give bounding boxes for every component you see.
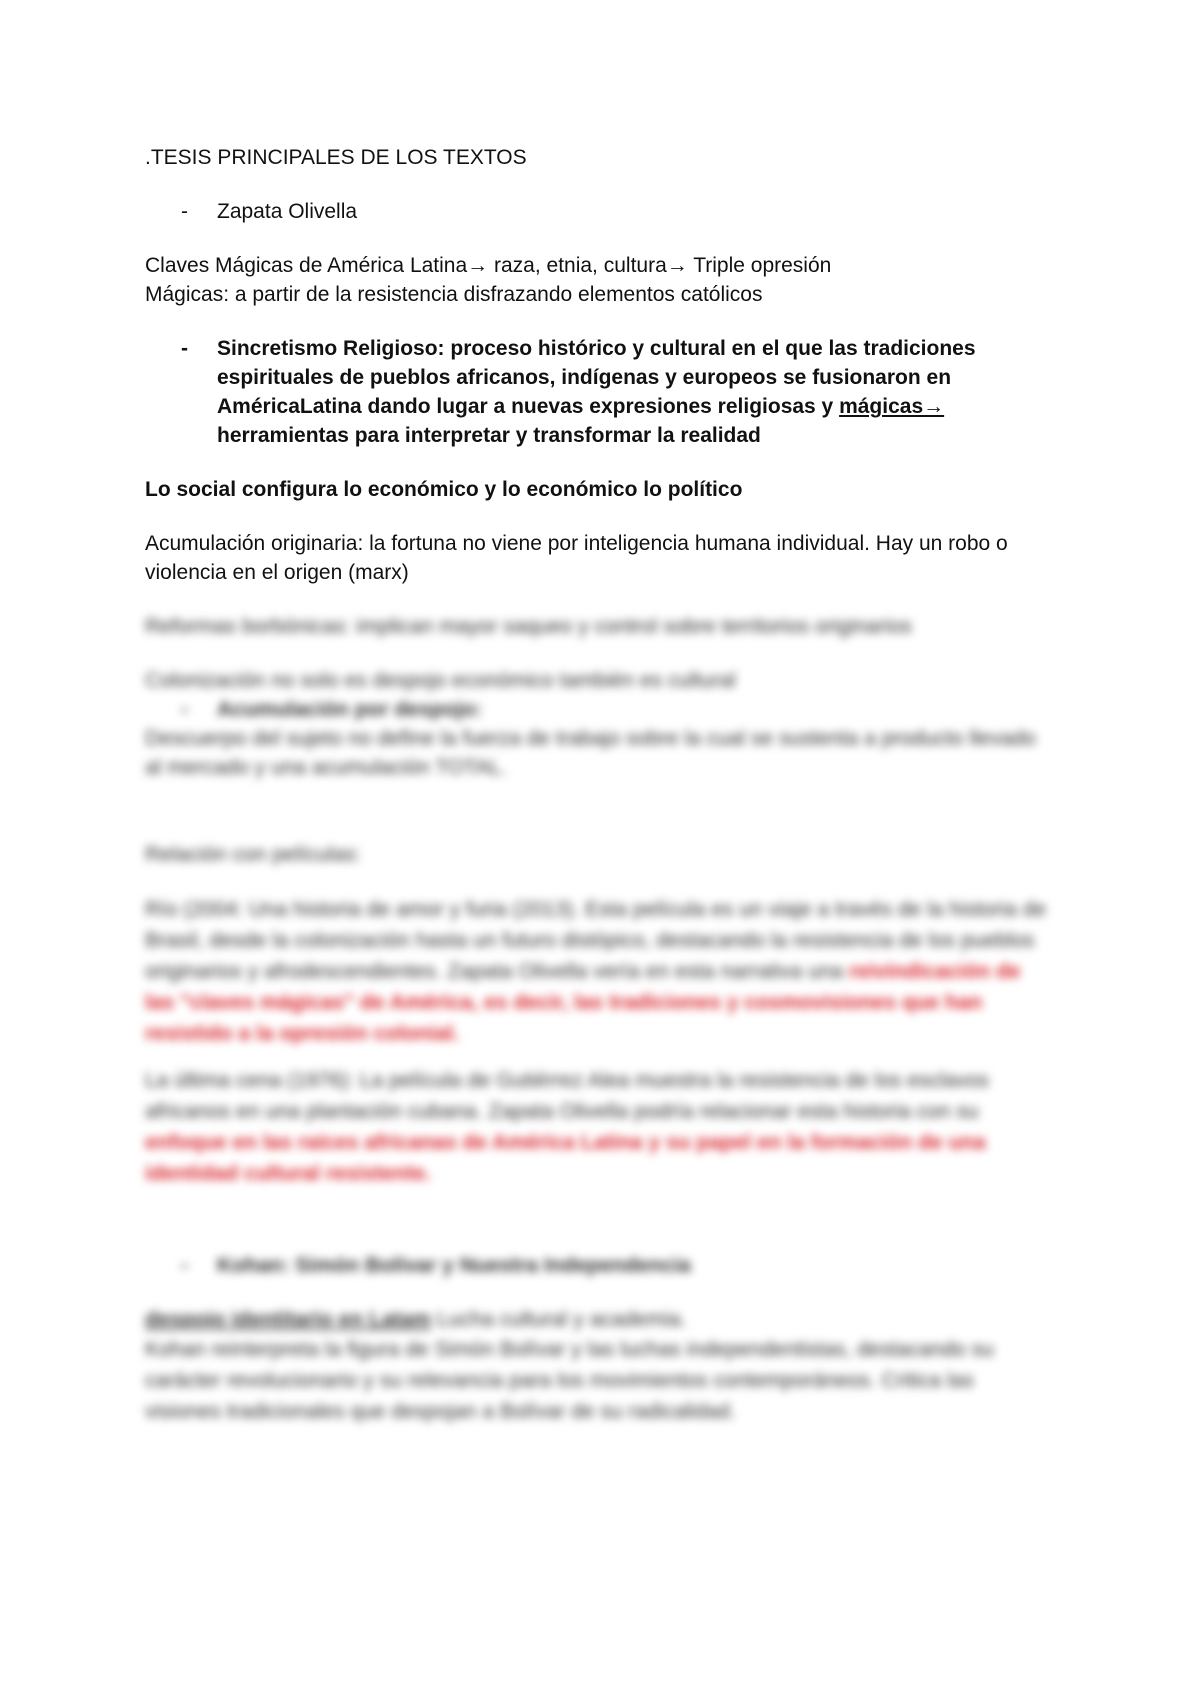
- bullet-acumulacion-despojo: [145, 695, 1055, 724]
- document-title: .TESIS PRINCIPALES DE LOS TEXTOS: [145, 146, 527, 169]
- colonizacion-line: Colonización no solo es despojo económico también es cultural: [145, 669, 736, 692]
- bullet-kohan: [145, 1251, 1055, 1280]
- descuerpo-paragraph: Descuerpo del sujeto no define la fuerza de trabajo sobre la cual se sustenta a producto llevado al mercado y una acumulación TOTAL.: [145, 727, 1036, 779]
- claves-line-2: Mágicas: a partir de la resistencia disfrazando elementos católicos: [145, 283, 763, 306]
- social-heading: Lo social configura lo económico y lo económico lo político: [145, 478, 743, 501]
- document-page: [145, 143, 1055, 1427]
- sincretismo-text-1: Sincretismo Religioso: proceso histórico y cultural en el que las tradiciones espirituales de pueblos africanos, indígenas y europeos se fusionaron en AméricaLatina dando lugar a nuevas expresiones religiosas y: [217, 337, 976, 418]
- bullet-sincretismo: [145, 334, 1055, 450]
- cena-highlight: enfoque en las raíces africanas de América Latina y su papel en la formación de una identidad cultural resistente.: [145, 1131, 986, 1185]
- cena-paragraph: [145, 1065, 1055, 1189]
- bullet-dash: -: [181, 200, 188, 223]
- rio-paragraph: [145, 894, 1055, 1049]
- sincretismo-link[interactable]: mágicas→: [839, 395, 945, 418]
- sincretismo-text-2: herramientas para interpretar y transformar la realidad: [217, 424, 761, 447]
- acumulacion-paragraph: Acumulación originaria: la fortuna no viene por inteligencia humana individual. Hay un robo o violencia en el origen (marx): [145, 532, 1008, 584]
- bullet-zapata-olivella-label: Zapata Olivella: [217, 200, 358, 223]
- reformas-line: Reformas borbónicas: implican mayor saqueo y control sobre territorios originarios: [145, 615, 912, 638]
- relacion-heading: Relación con películas:: [145, 843, 361, 866]
- bullet-dash: -: [181, 337, 188, 360]
- rio-highlight: reivindicación de las "claves mágicas" de América, es decir, las tradiciones y cosmovisiones que han resistido a la opresión colonial.: [145, 960, 1021, 1045]
- kohan-paragraph: Kohan reinterpreta la figura de Simón Bolívar y las luchas independentistas, destacando su carácter revolucionario y su relevancia para los movimientos contemporáneos. Critica las visiones tradicionales que despojan a Bolívar de su radicalidad.: [145, 1338, 994, 1423]
- bullet-zapata-olivella: [145, 197, 1055, 226]
- acumulacion-despojo-label: Acumulación por despojo:: [217, 698, 482, 721]
- bullet-dash: -: [181, 698, 188, 721]
- claves-line-1: Claves Mágicas de América Latina→ raza, etnia, cultura→ Triple opresión: [145, 254, 832, 277]
- despojo-line: [145, 1305, 1055, 1334]
- kohan-bullet-label: Kohan: Simón Bolívar y Nuestra Independencia: [217, 1254, 691, 1277]
- despojo-rest: Lucha cultural y academia.: [430, 1308, 687, 1331]
- despojo-bold: despojo identitario en Latam: [145, 1308, 431, 1331]
- bullet-dash: -: [181, 1254, 188, 1277]
- cena-intro: La última cena (1976): La película de Gutiérrez Alea muestra la resistencia de los esclavos africanos en una plantación cubana. Zapata Olivella podría relacionar esta historia con su: [145, 1069, 989, 1123]
- blurred-section: [145, 612, 1055, 1427]
- rio-intro: Río (2004: Una historia de amor y furia (2013). Esta película es un viaje a través de la historia de Brasil, desde la colonización hasta un futuro distópico, destacando la resistencia de los pueblos originarios y afrodescendientes. Zapata Olivella vería en esta narrativa una: [145, 898, 1047, 983]
